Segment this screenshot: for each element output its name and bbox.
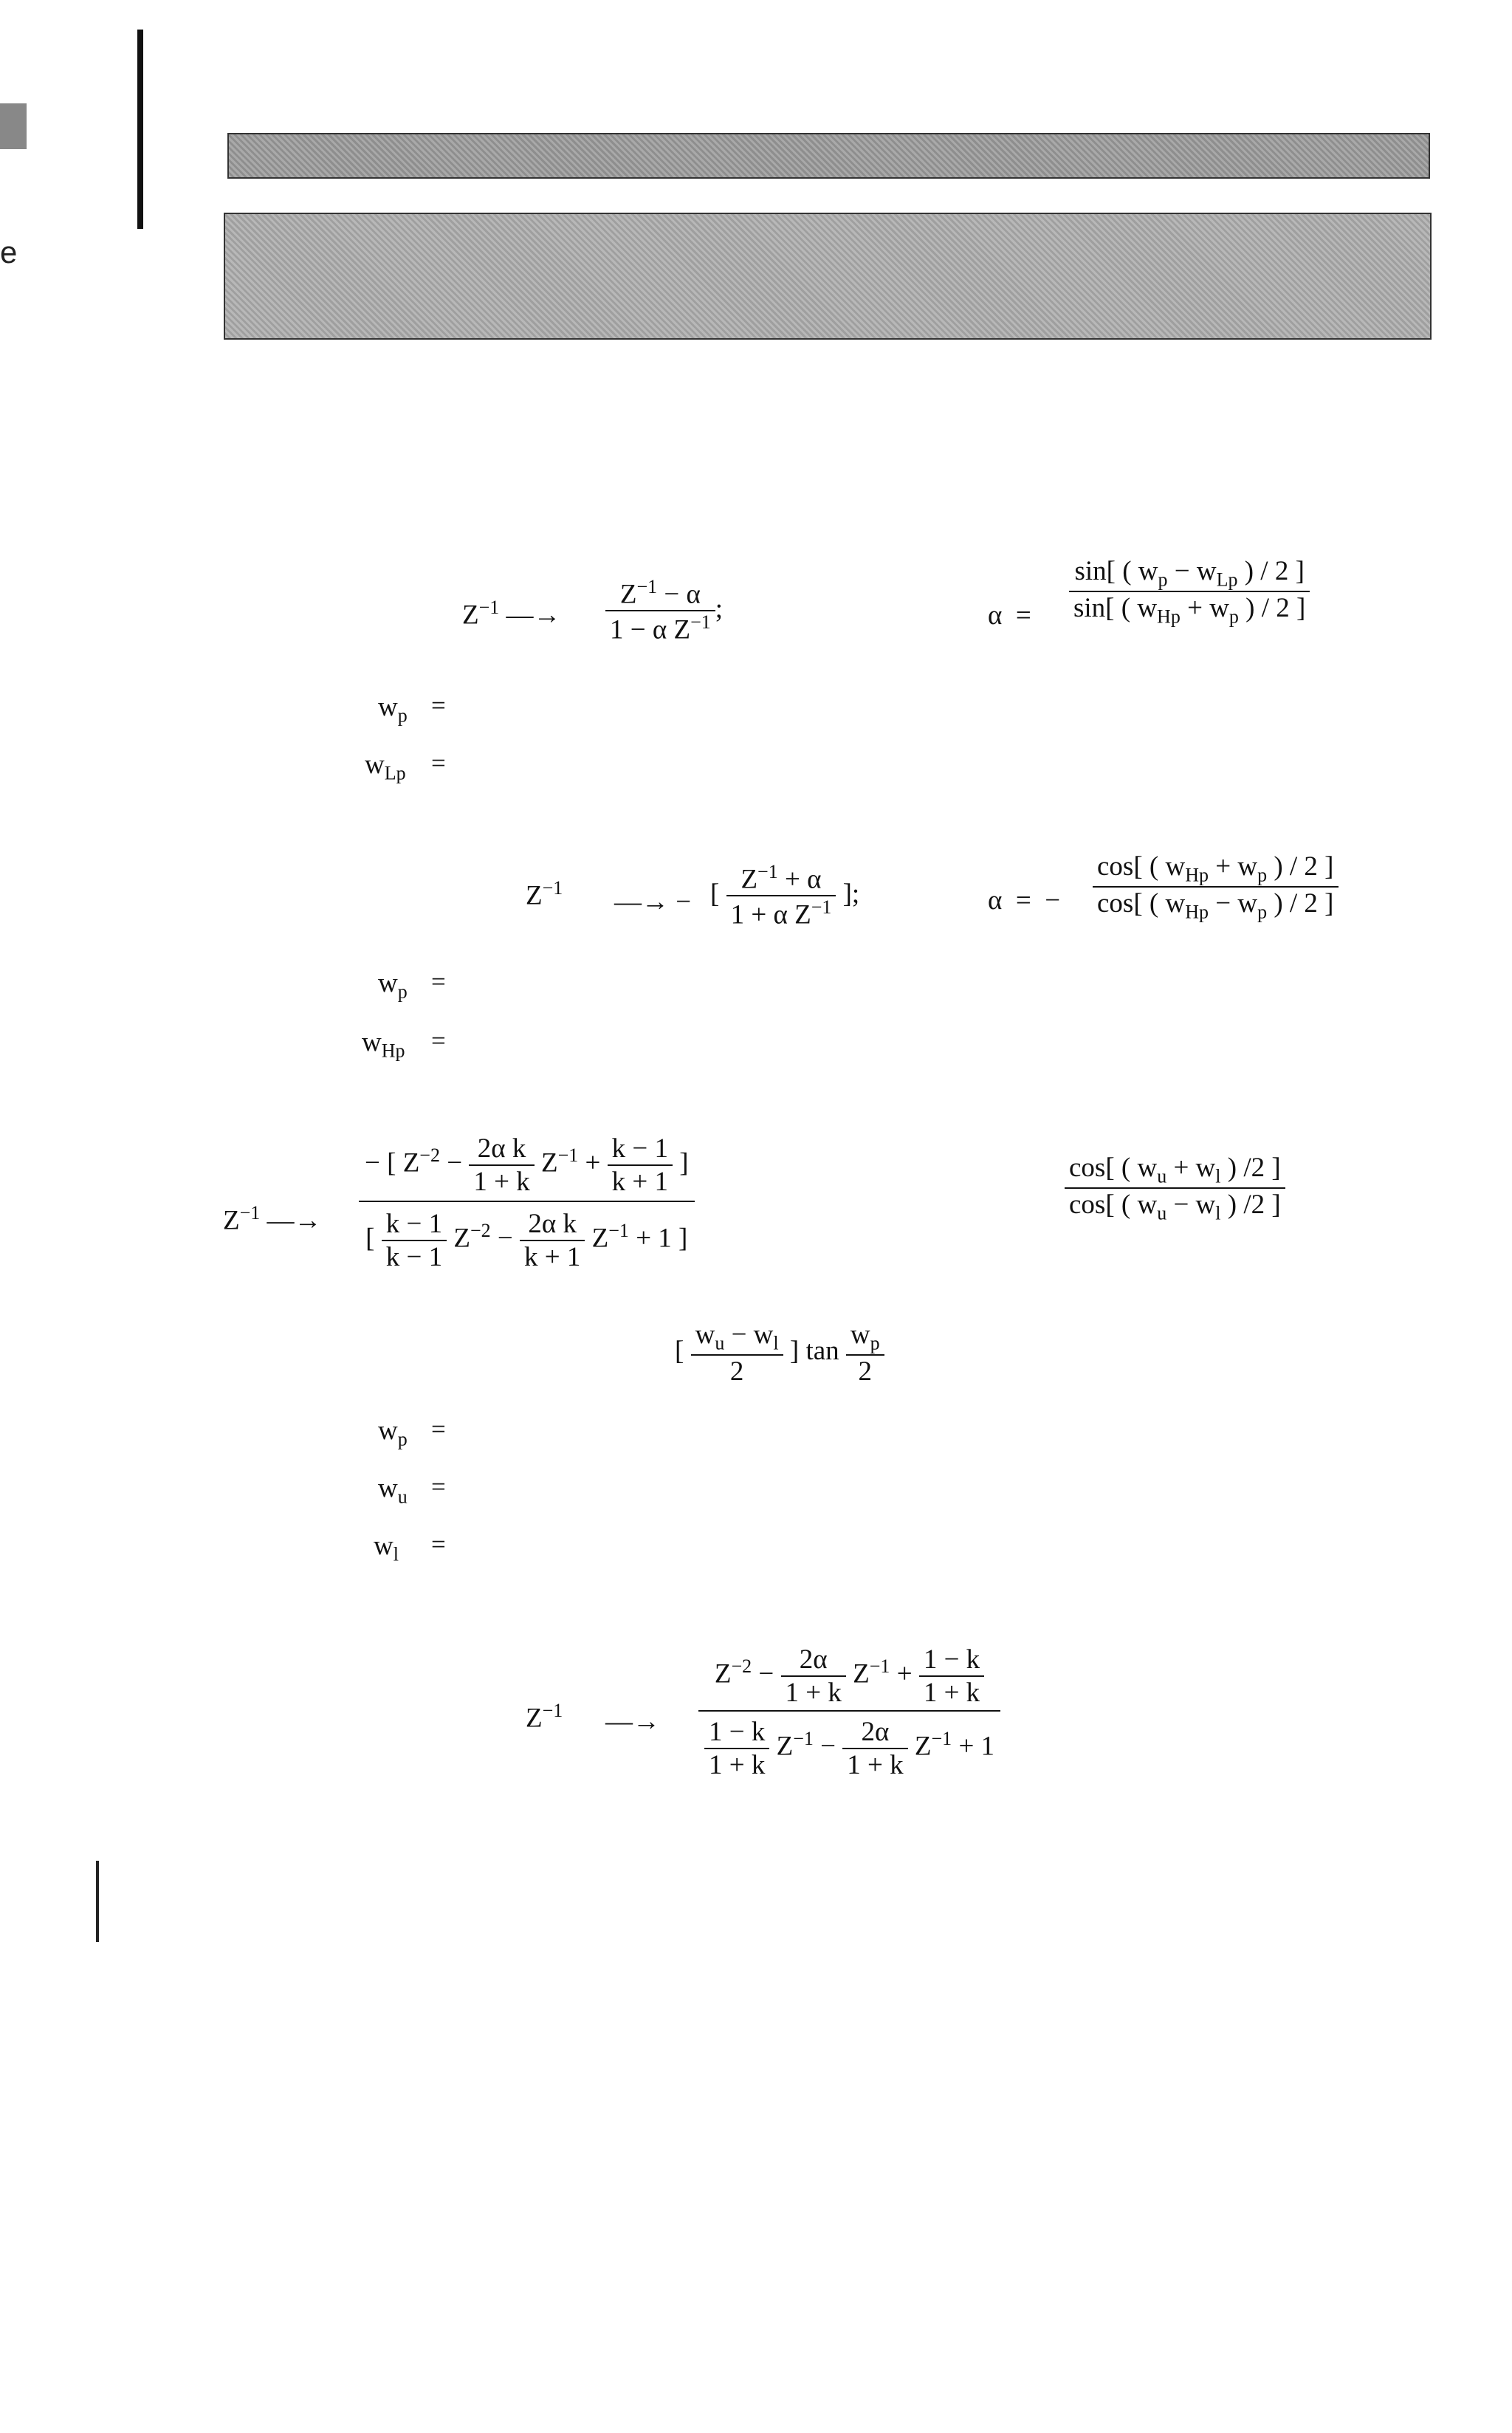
binder-shadow xyxy=(137,30,143,229)
lp-bs-mapping-rhs: $Z^{-2}$ − $\frac{2\alpha}{1 + k}$ $Z^{-1}$ + $\frac{1 - k}{1 + k}$ $\frac{1 - k}{1 + k}$ $Z^{-1}$ − $\frac{2\alpha}{1 + k}$ $Z^{-1} + 1$ xyxy=(698,1642,1000,1785)
equals-3a: = xyxy=(431,1415,446,1444)
lp-hp-mapping-rhs: [ $\frac{Z^{-1} + \alpha}{1 + \alpha Z^{-1}}$ ]; xyxy=(710,861,860,930)
note-box xyxy=(224,213,1432,340)
equals-1b: = xyxy=(431,749,446,778)
lp-bp-mapping-rhs: − [ $Z^{-2}$ − $\frac{\text{2α k}}{1 + k}$ $Z^{-1}$ + $\frac{k - 1}{k + 1}$ ] [ $\frac{k - 1}{k - 1}$ $Z^{-2}$ − $\frac{\text{2α k}}{k + 1}$ $Z^{-1} + 1$ ] xyxy=(359,1130,695,1279)
binder-shadow-lower xyxy=(96,1861,99,1942)
wp-symbol-2: $w_p$ xyxy=(378,968,408,1003)
scan-edge-letter: e xyxy=(0,235,18,270)
equals-2b: = xyxy=(431,1026,446,1055)
lp-bp-mapping-lhs: $Z^{-1}$ —→ xyxy=(223,1202,322,1236)
lp-bs-mapping-lhs: $Z^{-1}$ xyxy=(526,1700,563,1734)
whp-symbol: $w_{Hp}$ xyxy=(362,1027,405,1062)
lp-lp-mapping-rhs: $\frac{Z^{-1} - \alpha}{1 - \alpha Z^{-1}}$ ; xyxy=(605,576,723,646)
lp-lp-mapping-lhs: $Z^{-1}$ —→ xyxy=(462,597,561,631)
equals-3c: = xyxy=(431,1530,446,1559)
k-def-formula: [ $\frac{w_u - w_l}{2}$ ] tan $\frac{w_p}{2}$ xyxy=(675,1319,884,1387)
lp-hp-mapping-lhs: $Z^{-1}$ xyxy=(526,877,563,911)
wp-symbol-3: $w_p$ xyxy=(378,1415,408,1450)
scan-edge-mark xyxy=(0,103,27,149)
equals-1a: = xyxy=(431,691,446,720)
wp-symbol-1: $w_p$ xyxy=(378,692,408,727)
lp-lp-alpha-formula: $\frac{\sin[ ( w_p - w_{Lp} ) / 2 ]}{\sin[ ( w_{Hp} + w_p ) / 2 ]}$ xyxy=(1069,555,1310,628)
lp-hp-arrow: —→ − xyxy=(614,887,692,917)
lp-lp-alpha-label: α = xyxy=(988,600,1031,631)
wu-symbol: $w_u$ xyxy=(378,1473,408,1508)
equals-2a: = xyxy=(431,967,446,996)
lp-hp-alpha-formula: $\frac{\cos[ ( w_{Hp} + w_p ) / 2 ]}{\cos[ ( w_{Hp} - w_p ) / 2 ]}$ xyxy=(1093,851,1339,924)
wlp-symbol: $w_{Lp}$ xyxy=(365,749,406,784)
lp-bp-alpha-formula: $\frac{\cos[ ( w_u + w_l ) /2 ]}{\cos[ ( w_u - w_l ) /2 ]}$ xyxy=(1065,1152,1285,1225)
equals-3b: = xyxy=(431,1472,446,1501)
page-header xyxy=(227,133,1430,179)
lp-hp-alpha-label: α = − xyxy=(988,885,1061,916)
lp-bs-arrow: —→ xyxy=(605,1706,660,1737)
wl-symbol: $w_l$ xyxy=(374,1531,399,1565)
